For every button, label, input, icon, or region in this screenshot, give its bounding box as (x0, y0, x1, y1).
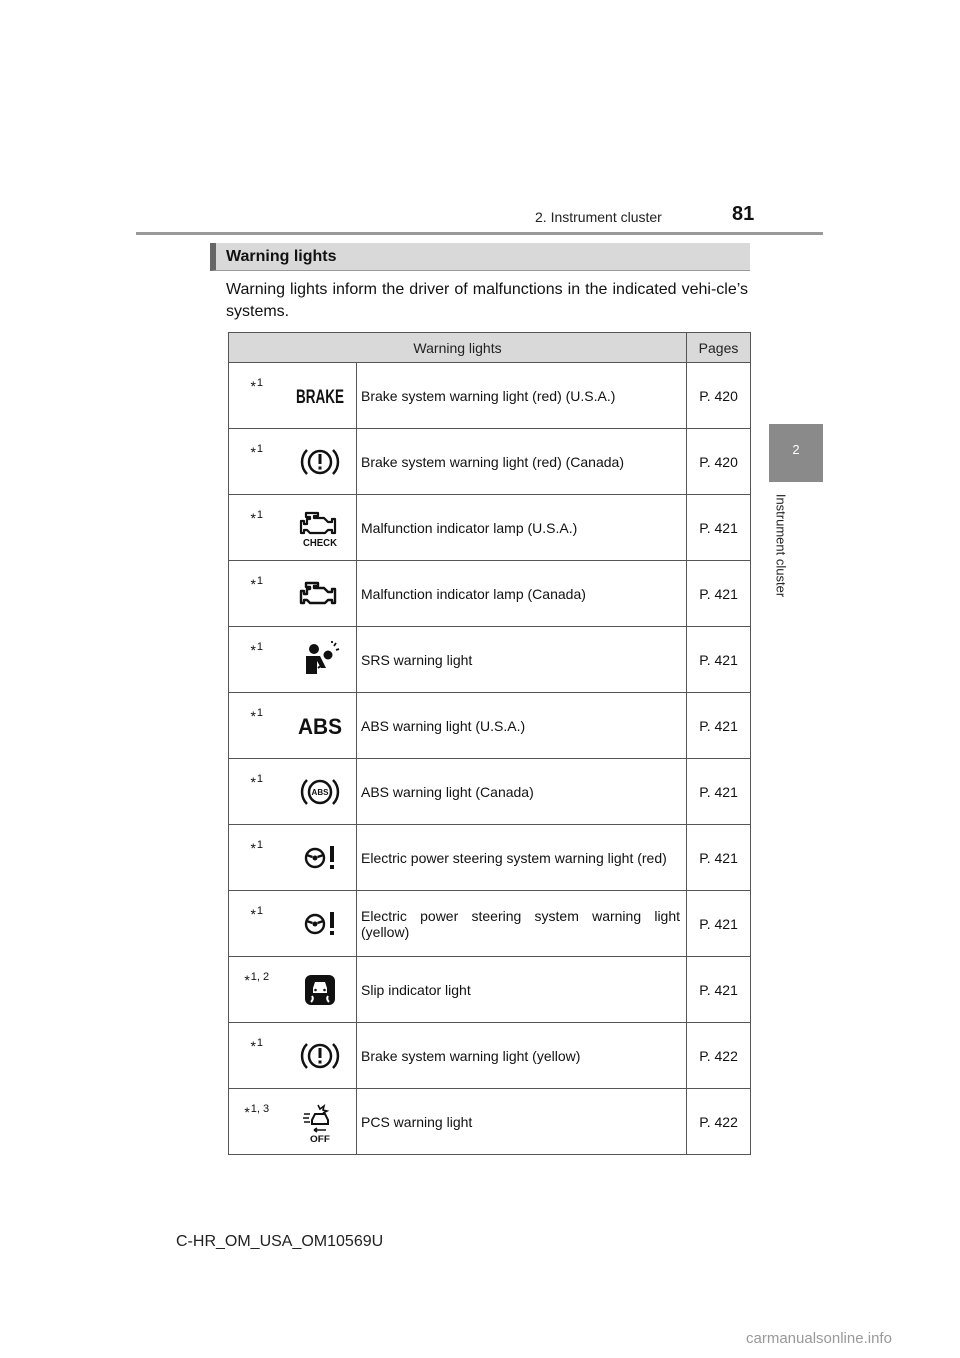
table-row (229, 957, 751, 1023)
page-reference-link[interactable]: P. 421 (687, 957, 751, 1023)
row-description: ABS warning light (U.S.A.) (357, 693, 687, 759)
page-reference-link[interactable]: P. 420 (687, 363, 751, 429)
row-description: PCS warning light (357, 1089, 687, 1155)
header-warning-lights: Warning lights (229, 333, 687, 363)
table-row (229, 429, 751, 495)
footnote-mark: *$^1$ (229, 759, 285, 825)
brake-text-icon (285, 363, 357, 429)
row-description: ABS warning light (Canada) (357, 759, 687, 825)
footnote-mark: *$^1$ (229, 891, 285, 957)
row-description: Malfunction indicator lamp (Canada) (357, 561, 687, 627)
footnote-ref: 1 (256, 377, 264, 389)
footnote-ref: 1 (256, 707, 264, 719)
page-reference-link[interactable]: P. 421 (687, 759, 751, 825)
table-row (229, 1023, 751, 1089)
abs-icon-text: ABS (298, 713, 343, 739)
header-pages: Pages (687, 333, 751, 363)
page-reference-link[interactable]: P. 421 (687, 495, 751, 561)
page-reference-link[interactable]: P. 421 (687, 693, 751, 759)
watermark: carmanualsonline.info (746, 1330, 892, 1347)
pcs-off-icon (285, 1089, 357, 1155)
brake-icon-text: BRAKE (296, 386, 345, 408)
header-section-title: 2. Instrument cluster (535, 209, 662, 225)
intro-text: Warning lights inform the driver of malfunctions in the indicated vehi-cle’s systems. (226, 281, 748, 320)
page-reference-link[interactable]: P. 421 (687, 891, 751, 957)
page-reference-link[interactable]: P. 421 (687, 627, 751, 693)
footnote-ref: 1 (256, 773, 264, 785)
footnote-mark: *$^1$ (229, 1023, 285, 1089)
footnote-mark: *$^1$ (229, 627, 285, 693)
chapter-label: Instrument cluster (773, 493, 789, 598)
row-description: Malfunction indicator lamp (U.S.A.) (357, 495, 687, 561)
footnote-mark: *$^1$ (229, 693, 285, 759)
table-header-row (229, 333, 751, 363)
document-code: C-HR_OM_USA_OM10569U (176, 1233, 384, 1250)
page-reference-link[interactable]: P. 420 (687, 429, 751, 495)
warning-lights-table (228, 332, 751, 1155)
check-icon-text: CHECK (303, 537, 338, 549)
table-row (229, 891, 751, 957)
table-row (229, 363, 751, 429)
footnote-mark: *$^1$ (229, 495, 285, 561)
page-reference-link[interactable]: P. 422 (687, 1023, 751, 1089)
row-description: Brake system warning light (red) (Canada) (357, 429, 687, 495)
brake-circle-exclamation-icon (285, 429, 357, 495)
table-row (229, 759, 751, 825)
footnote-mark: *$^1$ (229, 561, 285, 627)
table-row (229, 825, 751, 891)
srs-airbag-icon (285, 627, 357, 693)
table-row (229, 1089, 751, 1155)
chapter-number: 2 (792, 442, 800, 457)
footnote-ref: 1, 2 (250, 971, 270, 983)
footnote-ref: 1 (256, 509, 264, 521)
pcs-off-icon-text: OFF (310, 1133, 331, 1144)
steering-exclamation-icon (285, 891, 357, 957)
row-description: Brake system warning light (red) (U.S.A.) (357, 363, 687, 429)
table-row (229, 693, 751, 759)
footnote-ref: 1, 3 (250, 1103, 270, 1115)
row-description: Slip indicator light (357, 957, 687, 1023)
table-row (229, 627, 751, 693)
row-description: Electric power steering system warning light (yellow) (357, 891, 687, 957)
abs-text-icon (285, 693, 357, 759)
abs-circle-icon (285, 759, 357, 825)
table-row (229, 495, 751, 561)
slip-indicator-icon (285, 957, 357, 1023)
footnote-mark: *$^{1, 3}$ (229, 1089, 285, 1155)
footnote-mark: *$^{1, 2}$ (229, 957, 285, 1023)
check-engine-icon (285, 495, 357, 561)
footnote-mark: *$^1$ (229, 429, 285, 495)
row-description: Brake system warning light (yellow) (357, 1023, 687, 1089)
footnote-mark: *$^1$ (229, 825, 285, 891)
chapter-tab[interactable] (769, 424, 823, 482)
page-reference-link[interactable]: P. 421 (687, 825, 751, 891)
row-description: Electric power steering system warning light (red) (357, 825, 687, 891)
footnote-ref: 1 (256, 839, 264, 851)
footnote-mark: *$^1$ (229, 363, 285, 429)
page-number: 81 (732, 203, 755, 225)
table-row (229, 561, 751, 627)
header-rule (136, 232, 823, 235)
engine-icon (285, 561, 357, 627)
abs-circle-icon-text: ABS (311, 787, 329, 797)
footnote-ref: 1 (256, 1037, 264, 1049)
footnote-ref: 1 (256, 641, 264, 653)
footnote-ref: 1 (256, 905, 264, 917)
page-reference-link[interactable]: P. 421 (687, 561, 751, 627)
row-description: SRS warning light (357, 627, 687, 693)
page-reference-link[interactable]: P. 422 (687, 1089, 751, 1155)
footnote-ref: 1 (256, 443, 264, 455)
section-title: Warning lights (226, 248, 337, 265)
footnote-ref: 1 (256, 575, 264, 587)
section-title-bar (210, 243, 750, 271)
steering-exclamation-icon (285, 825, 357, 891)
brake-circle-exclamation-icon (285, 1023, 357, 1089)
